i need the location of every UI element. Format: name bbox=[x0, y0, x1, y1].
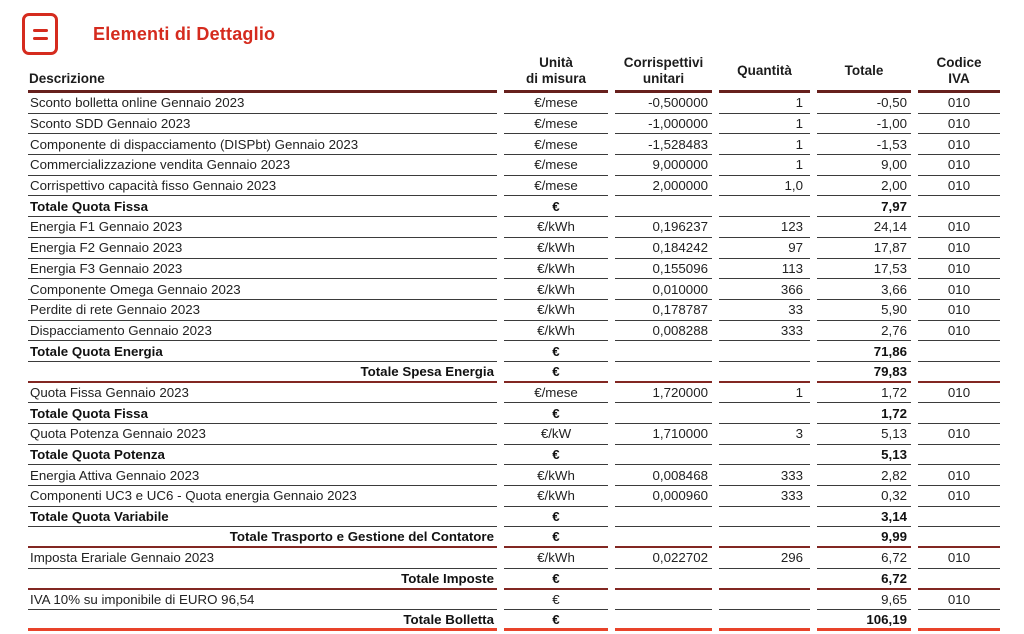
cell-descrizione: Componente Omega Gennaio 2023 bbox=[28, 279, 497, 300]
table-row bbox=[28, 196, 1002, 217]
cell-corrispettivo-unitario: -1,000000 bbox=[615, 114, 712, 135]
cell-descrizione: Componente di dispacciamento (DISPbt) Gennaio 2023 bbox=[28, 134, 497, 155]
cell-totale: 6,72 bbox=[817, 569, 911, 590]
cell-totale: 9,00 bbox=[817, 155, 911, 176]
cell-unita-misura: €/mese bbox=[504, 176, 608, 197]
cell-totale: -1,53 bbox=[817, 134, 911, 155]
cell-quantita: 296 bbox=[719, 548, 810, 569]
cell-codice-iva: 010 bbox=[918, 486, 1000, 507]
cell-unita-misura: € bbox=[504, 590, 608, 611]
table-row bbox=[28, 569, 1002, 590]
cell-quantita bbox=[719, 610, 810, 631]
table-row bbox=[28, 507, 1002, 528]
table-row bbox=[28, 590, 1002, 611]
table-row bbox=[28, 134, 1002, 155]
table-row bbox=[28, 362, 1002, 383]
table-row bbox=[28, 486, 1002, 507]
cell-codice-iva bbox=[918, 403, 1000, 424]
cell-quantita: 97 bbox=[719, 238, 810, 259]
cell-corrispettivo-unitario: -1,528483 bbox=[615, 134, 712, 155]
cell-descrizione: Totale Quota Potenza bbox=[28, 445, 497, 466]
cell-codice-iva: 010 bbox=[918, 93, 1000, 114]
cell-codice-iva bbox=[918, 445, 1000, 466]
cell-descrizione: Perdite di rete Gennaio 2023 bbox=[28, 300, 497, 321]
table-row bbox=[28, 321, 1002, 342]
cell-corrispettivo-unitario bbox=[615, 590, 712, 611]
cell-unita-misura: € bbox=[504, 527, 608, 548]
table-row bbox=[28, 176, 1002, 197]
cell-totale: 3,66 bbox=[817, 279, 911, 300]
table-row bbox=[28, 445, 1002, 466]
cell-quantita: 1,0 bbox=[719, 176, 810, 197]
cell-codice-iva: 010 bbox=[918, 279, 1000, 300]
cell-quantita: 33 bbox=[719, 300, 810, 321]
table-row bbox=[28, 259, 1002, 280]
table-row bbox=[28, 341, 1002, 362]
cell-quantita bbox=[719, 590, 810, 611]
cell-totale: 17,53 bbox=[817, 259, 911, 280]
cell-unita-misura: €/kW bbox=[504, 424, 608, 445]
cell-descrizione: Totale Spesa Energia bbox=[28, 362, 497, 383]
cell-codice-iva: 010 bbox=[918, 155, 1000, 176]
cell-corrispettivo-unitario bbox=[615, 196, 712, 217]
column-header-unita: Unità di misura bbox=[504, 52, 608, 93]
column-header-quantita: Quantità bbox=[719, 52, 810, 93]
cell-quantita bbox=[719, 341, 810, 362]
table-row bbox=[28, 383, 1002, 404]
icon-bar bbox=[33, 29, 48, 32]
cell-corrispettivo-unitario: 0,008468 bbox=[615, 465, 712, 486]
cell-descrizione: Totale Quota Fissa bbox=[28, 403, 497, 424]
cell-codice-iva: 010 bbox=[918, 321, 1000, 342]
cell-descrizione: Dispacciamento Gennaio 2023 bbox=[28, 321, 497, 342]
cell-corrispettivo-unitario bbox=[615, 341, 712, 362]
cell-quantita: 123 bbox=[719, 217, 810, 238]
cell-totale: 9,65 bbox=[817, 590, 911, 611]
table-row bbox=[28, 548, 1002, 569]
cell-corrispettivo-unitario: 0,178787 bbox=[615, 300, 712, 321]
cell-codice-iva: 010 bbox=[918, 217, 1000, 238]
cell-descrizione: Quota Fissa Gennaio 2023 bbox=[28, 383, 497, 404]
cell-quantita: 333 bbox=[719, 486, 810, 507]
cell-unita-misura: €/kWh bbox=[504, 238, 608, 259]
cell-quantita bbox=[719, 403, 810, 424]
column-header-descrizione: Descrizione bbox=[28, 52, 497, 93]
cell-corrispettivo-unitario bbox=[615, 610, 712, 631]
cell-corrispettivo-unitario: 0,008288 bbox=[615, 321, 712, 342]
cell-unita-misura: €/mese bbox=[504, 114, 608, 135]
cell-unita-misura: €/kWh bbox=[504, 259, 608, 280]
cell-totale: 0,32 bbox=[817, 486, 911, 507]
table-row bbox=[28, 279, 1002, 300]
cell-corrispettivo-unitario bbox=[615, 445, 712, 466]
cell-totale: 106,19 bbox=[817, 610, 911, 631]
cell-totale: 5,90 bbox=[817, 300, 911, 321]
cell-codice-iva: 010 bbox=[918, 259, 1000, 280]
cell-quantita: 333 bbox=[719, 465, 810, 486]
cell-descrizione: Totale Bolletta bbox=[28, 610, 497, 631]
cell-descrizione: Sconto bolletta online Gennaio 2023 bbox=[28, 93, 497, 114]
cell-unita-misura: € bbox=[504, 403, 608, 424]
cell-totale: 1,72 bbox=[817, 383, 911, 404]
cell-unita-misura: € bbox=[504, 569, 608, 590]
cell-totale: 6,72 bbox=[817, 548, 911, 569]
cell-descrizione: Energia F2 Gennaio 2023 bbox=[28, 238, 497, 259]
table-row bbox=[28, 424, 1002, 445]
icon-bar bbox=[33, 37, 48, 40]
cell-unita-misura: € bbox=[504, 610, 608, 631]
cell-quantita: 1 bbox=[719, 93, 810, 114]
table-row bbox=[28, 403, 1002, 424]
table-body bbox=[28, 93, 1002, 631]
cell-corrispettivo-unitario: -0,500000 bbox=[615, 93, 712, 114]
cell-totale: 17,87 bbox=[817, 238, 911, 259]
table-row bbox=[28, 527, 1002, 548]
cell-descrizione: Totale Quota Fissa bbox=[28, 196, 497, 217]
section-header bbox=[22, 13, 275, 55]
cell-totale: 71,86 bbox=[817, 341, 911, 362]
table-row bbox=[28, 610, 1002, 631]
cell-codice-iva bbox=[918, 341, 1000, 362]
table-row bbox=[28, 217, 1002, 238]
cell-totale: 7,97 bbox=[817, 196, 911, 217]
cell-corrispettivo-unitario: 2,000000 bbox=[615, 176, 712, 197]
cell-descrizione: Totale Imposte bbox=[28, 569, 497, 590]
cell-unita-misura: €/kWh bbox=[504, 548, 608, 569]
cell-codice-iva bbox=[918, 362, 1000, 383]
cell-unita-misura: €/mese bbox=[504, 383, 608, 404]
cell-totale: 9,99 bbox=[817, 527, 911, 548]
cell-descrizione: Imposta Erariale Gennaio 2023 bbox=[28, 548, 497, 569]
cell-corrispettivo-unitario bbox=[615, 527, 712, 548]
cell-quantita: 1 bbox=[719, 383, 810, 404]
cell-descrizione: IVA 10% su imponibile di EURO 96,54 bbox=[28, 590, 497, 611]
cell-unita-misura: €/kWh bbox=[504, 300, 608, 321]
cell-unita-misura: €/kWh bbox=[504, 279, 608, 300]
detail-document-icon bbox=[22, 13, 58, 55]
cell-codice-iva: 010 bbox=[918, 134, 1000, 155]
table-row bbox=[28, 238, 1002, 259]
cell-corrispettivo-unitario bbox=[615, 507, 712, 528]
cell-codice-iva: 010 bbox=[918, 590, 1000, 611]
cell-unita-misura: €/kWh bbox=[504, 486, 608, 507]
cell-descrizione: Totale Quota Variabile bbox=[28, 507, 497, 528]
table-row bbox=[28, 155, 1002, 176]
cell-quantita bbox=[719, 445, 810, 466]
cell-codice-iva bbox=[918, 507, 1000, 528]
cell-quantita bbox=[719, 507, 810, 528]
cell-descrizione: Sconto SDD Gennaio 2023 bbox=[28, 114, 497, 135]
cell-quantita: 1 bbox=[719, 114, 810, 135]
cell-corrispettivo-unitario: 0,155096 bbox=[615, 259, 712, 280]
cell-corrispettivo-unitario bbox=[615, 569, 712, 590]
cell-codice-iva bbox=[918, 569, 1000, 590]
cell-unita-misura: € bbox=[504, 445, 608, 466]
cell-unita-misura: €/mese bbox=[504, 155, 608, 176]
cell-unita-misura: € bbox=[504, 341, 608, 362]
detail-table bbox=[28, 52, 1002, 631]
cell-descrizione: Componenti UC3 e UC6 - Quota energia Gennaio 2023 bbox=[28, 486, 497, 507]
cell-totale: 2,00 bbox=[817, 176, 911, 197]
cell-corrispettivo-unitario: 9,000000 bbox=[615, 155, 712, 176]
cell-totale: 5,13 bbox=[817, 424, 911, 445]
cell-unita-misura: €/kWh bbox=[504, 465, 608, 486]
cell-descrizione: Commercializzazione vendita Gennaio 2023 bbox=[28, 155, 497, 176]
cell-descrizione: Totale Trasporto e Gestione del Contatore bbox=[28, 527, 497, 548]
cell-corrispettivo-unitario: 1,710000 bbox=[615, 424, 712, 445]
cell-corrispettivo-unitario bbox=[615, 403, 712, 424]
cell-codice-iva: 010 bbox=[918, 424, 1000, 445]
cell-quantita: 333 bbox=[719, 321, 810, 342]
cell-quantita: 366 bbox=[719, 279, 810, 300]
table-row bbox=[28, 93, 1002, 114]
cell-corrispettivo-unitario: 0,022702 bbox=[615, 548, 712, 569]
cell-codice-iva: 010 bbox=[918, 465, 1000, 486]
cell-codice-iva: 010 bbox=[918, 300, 1000, 321]
cell-totale: 5,13 bbox=[817, 445, 911, 466]
column-header-corrispettivi: Corrispettivi unitari bbox=[615, 52, 712, 93]
table-header bbox=[28, 52, 1002, 93]
cell-codice-iva: 010 bbox=[918, 114, 1000, 135]
cell-corrispettivo-unitario: 0,010000 bbox=[615, 279, 712, 300]
cell-unita-misura: € bbox=[504, 507, 608, 528]
cell-totale: 2,76 bbox=[817, 321, 911, 342]
cell-quantita bbox=[719, 362, 810, 383]
cell-codice-iva bbox=[918, 610, 1000, 631]
cell-corrispettivo-unitario bbox=[615, 362, 712, 383]
column-header-totale: Totale bbox=[817, 52, 911, 93]
cell-descrizione: Energia F3 Gennaio 2023 bbox=[28, 259, 497, 280]
column-header-codice-iva: Codice IVA bbox=[918, 52, 1000, 93]
cell-totale: 1,72 bbox=[817, 403, 911, 424]
cell-unita-misura: €/kWh bbox=[504, 217, 608, 238]
cell-quantita bbox=[719, 569, 810, 590]
cell-unita-misura: € bbox=[504, 196, 608, 217]
page-title: Elementi di Dettaglio bbox=[93, 23, 276, 44]
cell-unita-misura: €/kWh bbox=[504, 321, 608, 342]
cell-totale: -1,00 bbox=[817, 114, 911, 135]
cell-quantita: 113 bbox=[719, 259, 810, 280]
cell-descrizione: Energia F1 Gennaio 2023 bbox=[28, 217, 497, 238]
cell-quantita: 3 bbox=[719, 424, 810, 445]
cell-descrizione: Corrispettivo capacità fisso Gennaio 2023 bbox=[28, 176, 497, 197]
cell-totale: 79,83 bbox=[817, 362, 911, 383]
cell-quantita bbox=[719, 196, 810, 217]
table-row bbox=[28, 114, 1002, 135]
cell-totale: 24,14 bbox=[817, 217, 911, 238]
cell-codice-iva: 010 bbox=[918, 383, 1000, 404]
cell-totale: 2,82 bbox=[817, 465, 911, 486]
cell-codice-iva bbox=[918, 527, 1000, 548]
cell-descrizione: Quota Potenza Gennaio 2023 bbox=[28, 424, 497, 445]
cell-codice-iva bbox=[918, 196, 1000, 217]
cell-codice-iva: 010 bbox=[918, 176, 1000, 197]
cell-corrispettivo-unitario: 0,184242 bbox=[615, 238, 712, 259]
table-row bbox=[28, 300, 1002, 321]
cell-unita-misura: €/mese bbox=[504, 134, 608, 155]
cell-totale: 3,14 bbox=[817, 507, 911, 528]
cell-quantita bbox=[719, 527, 810, 548]
cell-codice-iva: 010 bbox=[918, 238, 1000, 259]
cell-descrizione: Totale Quota Energia bbox=[28, 341, 497, 362]
cell-quantita: 1 bbox=[719, 134, 810, 155]
cell-unita-misura: €/mese bbox=[504, 93, 608, 114]
cell-totale: -0,50 bbox=[817, 93, 911, 114]
cell-codice-iva: 010 bbox=[918, 548, 1000, 569]
cell-corrispettivo-unitario: 0,000960 bbox=[615, 486, 712, 507]
cell-unita-misura: € bbox=[504, 362, 608, 383]
cell-corrispettivo-unitario: 0,196237 bbox=[615, 217, 712, 238]
cell-corrispettivo-unitario: 1,720000 bbox=[615, 383, 712, 404]
cell-quantita: 1 bbox=[719, 155, 810, 176]
cell-descrizione: Energia Attiva Gennaio 2023 bbox=[28, 465, 497, 486]
table-row bbox=[28, 465, 1002, 486]
